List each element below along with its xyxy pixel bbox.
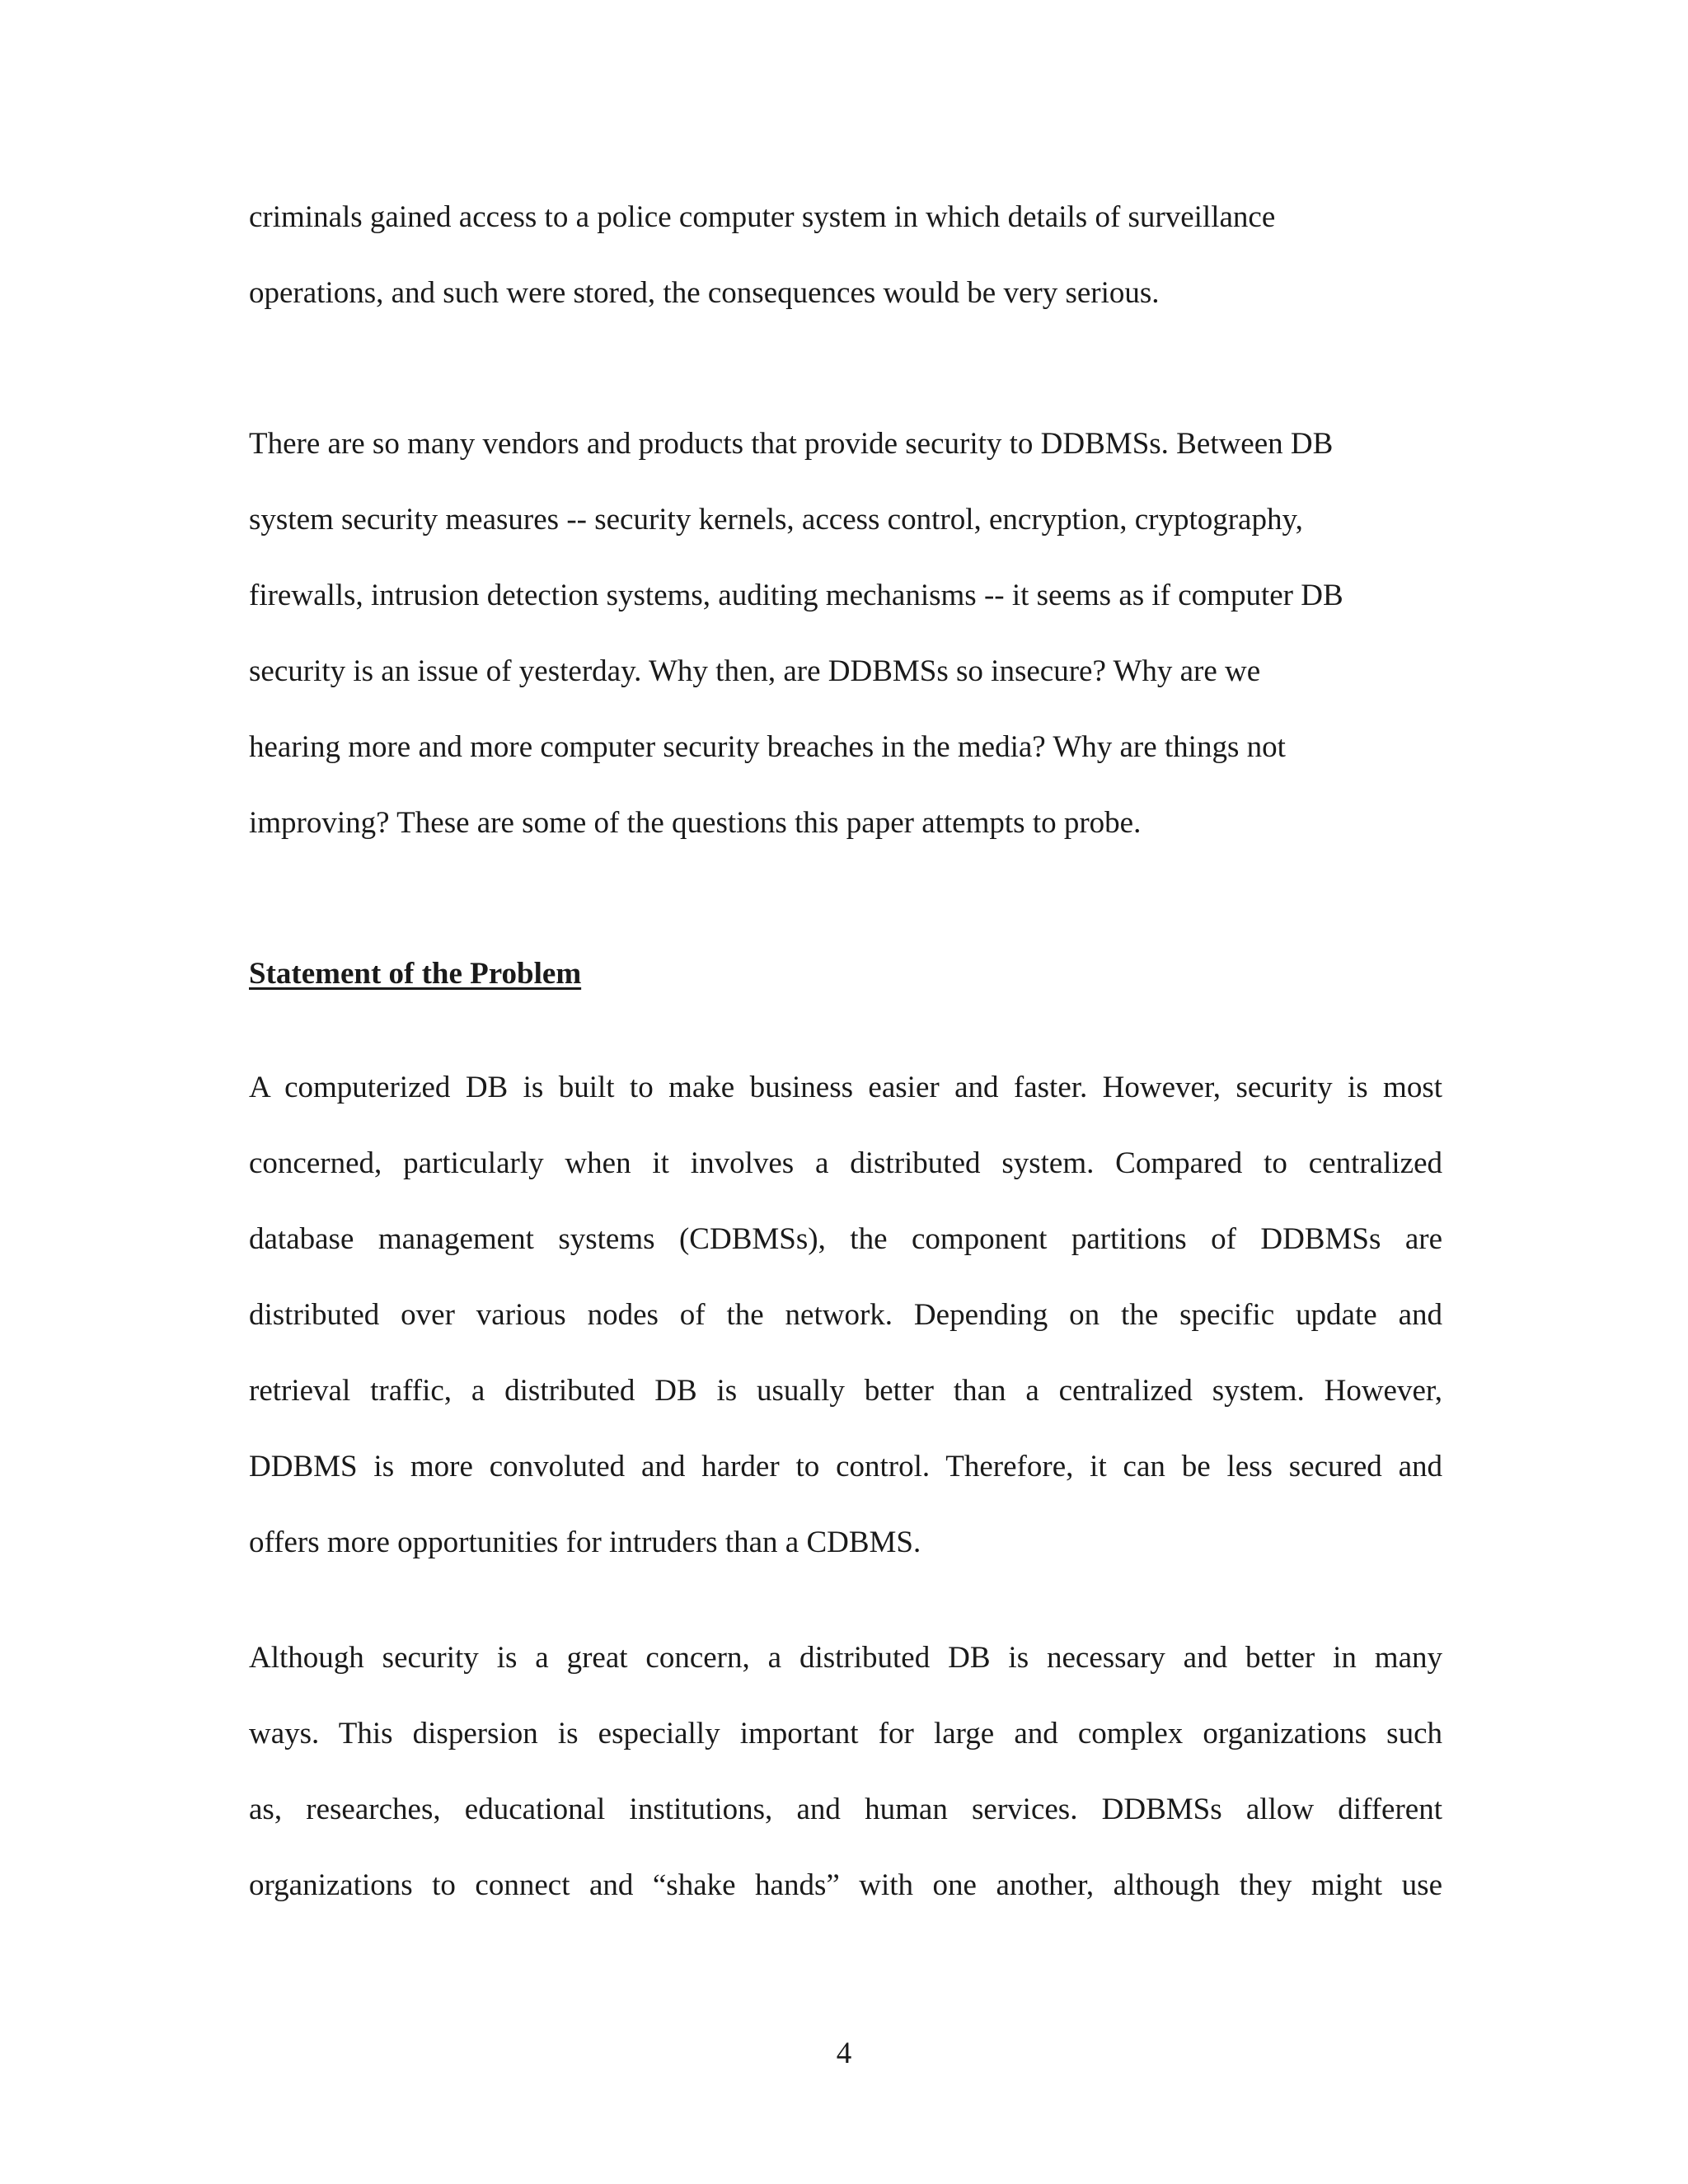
text-line: offers more opportunities for intruders than a CDBMS.	[249, 1526, 921, 1559]
text-line: operations, and such were stored, the consequences would be very serious.	[249, 276, 1160, 310]
text-line: DDBMS is more convoluted and harder to control. Therefore, it can be less secured and	[249, 1450, 1442, 1483]
text-line: security is an issue of yesterday. Why then, are DDBMSs so insecure? Why are we	[249, 654, 1261, 688]
vendors-paragraph	[249, 406, 1442, 861]
text-line: organizations to connect and “shake hands” with one another, although they might use	[249, 1868, 1442, 1902]
text-line: as, researches, educational institutions, and human services. DDBMSs allow different	[249, 1793, 1442, 1826]
section-heading: Statement of the Problem	[249, 957, 582, 991]
intro-paragraph	[249, 180, 1442, 331]
text-line: Although security is a great concern, a distributed DB is necessary and better in many	[249, 1641, 1442, 1675]
problem-paragraph-1	[249, 1050, 1442, 1581]
text-line: system security measures -- security kernels, access control, encryption, cryptography,	[249, 503, 1303, 537]
text-line: hearing more and more computer security breaches in the media? Why are things not	[249, 730, 1286, 764]
text-line: firewalls, intrusion detection systems, auditing mechanisms -- it seems as if computer DB	[249, 579, 1343, 612]
text-line: criminals gained access to a police computer system in which details of surveillance	[249, 200, 1276, 234]
text-line: concerned, particularly when it involves a distributed system. Compared to centralized	[249, 1146, 1442, 1180]
text-line: distributed over various nodes of the network. Depending on the specific update and	[249, 1298, 1442, 1332]
problem-paragraph-2	[249, 1620, 1442, 1924]
page-number: 4	[836, 2036, 852, 2070]
text-line: improving? These are some of the questions this paper attempts to probe.	[249, 806, 1142, 840]
text-line: database management systems (CDBMSs), the component partitions of DDBMSs are	[249, 1222, 1442, 1256]
text-line: retrieval traffic, a distributed DB is usually better than a centralized system. However,	[249, 1374, 1442, 1408]
text-line: A computerized DB is built to make business easier and faster. However, security is most	[249, 1071, 1442, 1104]
text-line: ways. This dispersion is especially important for large and complex organizations such	[249, 1717, 1442, 1750]
text-line: There are so many vendors and products that provide security to DDBMSs. Between DB	[249, 427, 1334, 461]
